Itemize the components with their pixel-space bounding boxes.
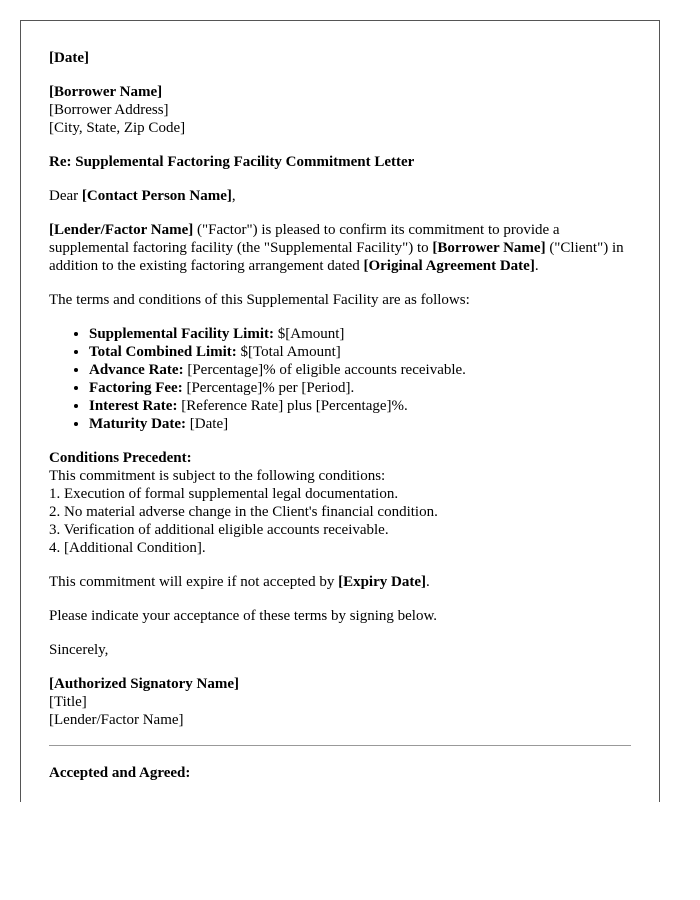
condition-item: 2. No material adverse change in the Client's financial condition.	[49, 504, 438, 520]
signatory-name: [Authorized Signatory Name]	[49, 676, 239, 692]
contact-person-name: [Contact Person Name]	[81, 188, 232, 204]
signatory-title: [Title]	[49, 694, 87, 710]
expiry-date: [Expiry Date]	[338, 574, 426, 590]
salutation: Dear [Contact Person Name],	[49, 188, 236, 204]
conditions-block	[49, 449, 631, 557]
signatory-company: [Lender/Factor Name]	[49, 712, 184, 728]
borrower-city-state-zip: [City, State, Zip Code]	[49, 120, 186, 136]
terms-intro: The terms and conditions of this Supplemental Facility are as follows:	[49, 292, 470, 308]
conditions-intro: This commitment is subject to the following conditions:	[49, 468, 386, 484]
borrower-address: [Borrower Address]	[49, 102, 169, 118]
term-item: • Factoring Fee: [Percentage]% per [Period].	[89, 379, 631, 397]
acceptance-request: Please indicate your acceptance of these terms by signing below.	[49, 608, 438, 624]
borrower-address-block	[49, 83, 631, 137]
intro-borrower-name: [Borrower Name]	[432, 240, 546, 256]
expiry-paragraph: This commitment will expire if not accepted by [Expiry Date].	[49, 574, 430, 590]
original-agreement-date: [Original Agreement Date]	[363, 258, 535, 274]
condition-item: 4. [Additional Condition].	[49, 540, 206, 556]
letter-date: [Date]	[49, 50, 89, 66]
terms-list	[49, 325, 631, 433]
term-item: • Maturity Date: [Date]	[89, 415, 631, 433]
conditions-heading: Conditions Precedent:	[49, 450, 192, 466]
signature-divider	[49, 745, 631, 746]
term-item: • Total Combined Limit: $[Total Amount]	[89, 343, 631, 361]
condition-item: 1. Execution of formal supplemental legal documentation.	[49, 486, 399, 502]
re-line: Re: Supplemental Factoring Facility Commitment Letter	[49, 154, 415, 170]
term-item: • Interest Rate: [Reference Rate] plus [Percentage]%.	[89, 397, 631, 415]
accepted-heading: Accepted and Agreed:	[49, 765, 191, 781]
term-item: • Advance Rate: [Percentage]% of eligible accounts receivable.	[89, 361, 631, 379]
closing: Sincerely,	[49, 642, 109, 658]
signatory-block	[49, 675, 631, 729]
term-item: • Supplemental Facility Limit: $[Amount]	[89, 325, 631, 343]
intro-paragraph: [Lender/Factor Name] ("Factor") is pleased to confirm its commitment to provide a supplemental factoring facility (the "Supplemental Facility") to [Borrower Name] ("Client") in addition to the existing factoring arrangement dated [Original Agreement Date].	[49, 222, 624, 274]
letter-page	[20, 20, 660, 802]
condition-item: 3. Verification of additional eligible accounts receivable.	[49, 522, 389, 538]
borrower-name: [Borrower Name]	[49, 84, 163, 100]
lender-name: [Lender/Factor Name]	[49, 222, 194, 238]
